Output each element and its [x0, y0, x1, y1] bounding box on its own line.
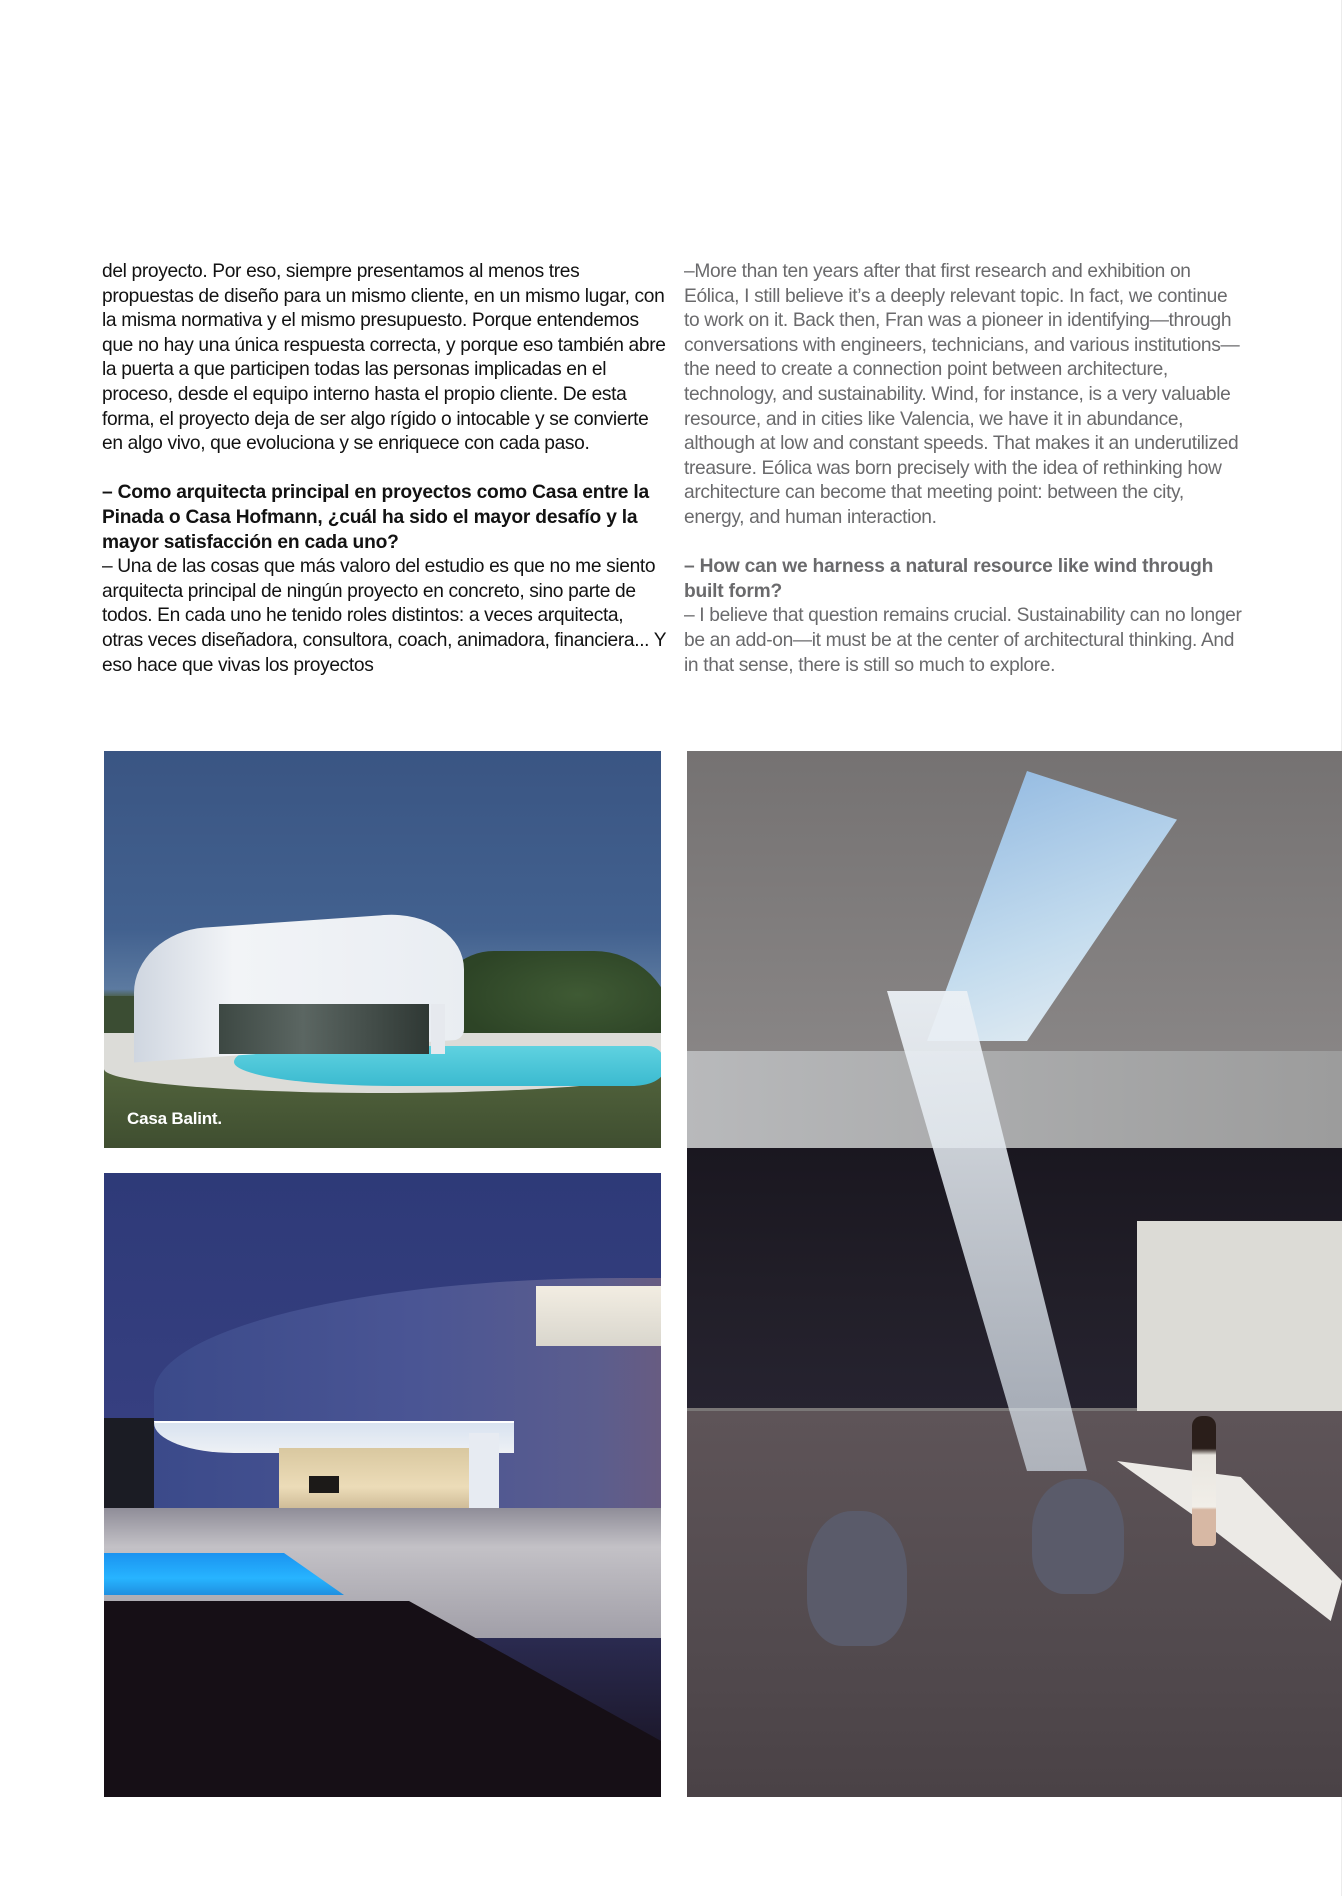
walking-woman — [1192, 1416, 1216, 1546]
left-column-spanish — [102, 260, 667, 678]
lit-living-room — [279, 1448, 469, 1513]
paragraph-gap — [102, 457, 667, 482]
pillar — [431, 1004, 445, 1054]
paragraph-gap — [684, 531, 1244, 556]
wall — [687, 1051, 1342, 1151]
body-paragraph: –More than ten years after that first research and exhibition on Eólica, I still believe it’s a deeply relevant topic. In fact, we continue to work on it. Back then, Fran was a pioneer in identifying—through conversations with engineers, technicians, and various institutions—the need to create a connection point between architecture, technology, and sustainability. Wind, for instance, is a very valuable resource, and in cities like Valencia, we have it in abundance, although at low and constant speeds. That makes it an underutilized treasure. Eólica was born precisely with the idea of rethinking how architecture can become that meeting point: between the city, energy, and human interaction. — [684, 261, 1240, 528]
white-wall-doors — [1137, 1221, 1342, 1421]
right-column-english — [684, 260, 1244, 678]
egg-chair — [1032, 1479, 1124, 1594]
wooden-floor — [687, 1411, 1342, 1797]
glass-facade — [219, 1004, 429, 1054]
interview-question: – Como arquitecta principal en proyectos como Casa entre la Pinada o Casa Hofmann, ¿cuál ha sido el mayor desafío y la mayor satisfacción en cada uno? — [102, 482, 649, 553]
upper-window — [536, 1286, 661, 1346]
photo-caption: Casa Balint. — [127, 1109, 222, 1128]
television — [309, 1476, 339, 1493]
interview-answer: – I believe that question remains crucial. Sustainability can no longer be an add-on—it must be at the center of architectural thinking. And in that sense, there is still so much to explore. — [684, 605, 1242, 676]
photo-skylight-interior — [687, 751, 1342, 1797]
body-paragraph: del proyecto. Por eso, siempre presentamos al menos tres propuestas de diseño para un mismo cliente, en un mismo lugar, con la misma normativa y el mismo presupuesto. Porque entendemos que no hay una única respuesta correcta, y porque eso también abre la puerta a que participen todas las personas implicadas en el proceso, desde el equipo interno hasta el propio cliente. De esta forma, el proyecto deja de ser algo rígido o intocable y se convierte en algo vivo, que evoluciona y se enriquece con cada paso. — [102, 261, 666, 455]
interview-answer: – Una de las cosas que más valoro del estudio es que no me siento arquitecta principal de ningún proyecto en concreto, sino parte de todos. En cada uno he tenido roles distintos: a veces arquitecta, otras veces diseñadora, consultora, coach, animadora, financiera... Y eso hace que vivas los proyectos — [102, 556, 666, 676]
photo-casa-balint-day — [104, 751, 661, 1148]
interview-question: – How can we harness a natural resource like wind through built form? — [684, 556, 1214, 602]
egg-chair — [807, 1511, 907, 1646]
photo-casa-balint-night — [104, 1173, 661, 1797]
